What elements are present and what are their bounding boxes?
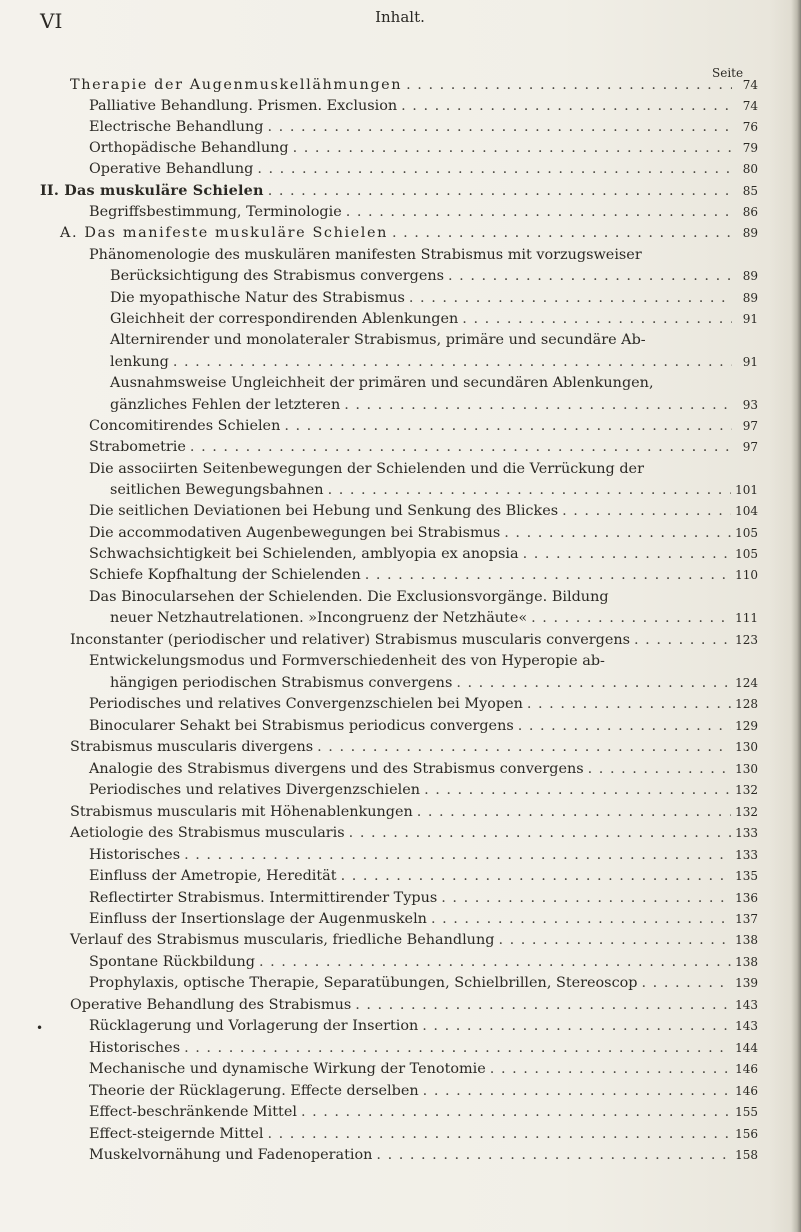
toc-entry xyxy=(89,246,642,264)
dot-leader xyxy=(267,1125,731,1143)
toc-entry xyxy=(89,760,758,778)
dot-leader xyxy=(257,160,732,178)
toc-entry-title: Analogie des Strabismus divergens und des Strabismus convergens xyxy=(89,761,584,777)
toc-entry xyxy=(89,524,758,542)
toc-entry-title: Einfluss der Ametropie, Heredität xyxy=(89,868,337,884)
toc-entry-title: neuer Netzhautrelationen. »Incongruenz der Netzhäute« xyxy=(110,610,528,626)
toc-entry-page: 101 xyxy=(735,483,758,497)
toc-entry-page: 89 xyxy=(742,226,758,240)
toc-entry-title: hängigen periodischen Strabismus convergens xyxy=(110,675,453,691)
toc-entry-title: Effect-steigernde Mittel xyxy=(89,1126,264,1142)
dot-leader xyxy=(422,1017,731,1035)
dot-leader xyxy=(184,1039,731,1057)
toc-entry-page: 146 xyxy=(735,1084,758,1098)
toc-entry-title: Inconstanter (periodischer und relativer) Strabismus muscularis convergens xyxy=(70,632,631,648)
toc-entry-page: 80 xyxy=(742,162,758,176)
toc-entry xyxy=(89,97,758,115)
toc-entry-page: 105 xyxy=(735,526,758,540)
toc-entry-title: Operative Behandlung xyxy=(89,161,254,177)
toc-entry xyxy=(89,139,758,157)
dot-leader xyxy=(344,396,732,414)
toc-entry xyxy=(110,374,654,392)
dot-leader xyxy=(562,502,731,520)
toc-entry xyxy=(110,481,758,499)
toc-entry-page: 97 xyxy=(742,419,758,433)
toc-entry xyxy=(89,1103,758,1121)
toc-entry xyxy=(89,417,758,435)
toc-entry xyxy=(110,609,758,627)
toc-entry-page: 105 xyxy=(735,547,758,561)
toc-entry-title: gänzliches Fehlen der letzteren xyxy=(110,397,341,413)
toc-entry xyxy=(89,867,758,885)
dot-leader xyxy=(523,545,732,563)
toc-entry xyxy=(89,203,758,221)
toc-entry-title: Das Binocularsehen der Schielenden. Die Exclusionsvorgänge. Bildung xyxy=(89,589,609,605)
toc-entry xyxy=(89,545,758,563)
toc-entry-page: 74 xyxy=(742,78,758,92)
toc-entry-title: Schiefe Kopfhaltung der Schielenden xyxy=(89,567,361,583)
toc-entry-page: 136 xyxy=(735,891,758,905)
toc-entry-title: Die seitlichen Deviationen bei Hebung und Senkung des Blickes xyxy=(89,503,559,519)
toc-entry xyxy=(89,652,605,670)
toc-entry-title: Phänomenologie des muskulären manifesten Strabismus mit vorzugsweiser xyxy=(89,247,642,263)
toc-entry xyxy=(70,738,758,756)
toc-entry-title: Entwickelungsmodus und Formverschiedenheit des von Hyperopie ab- xyxy=(89,653,605,669)
running-title: Inhalt. xyxy=(375,8,425,26)
toc-entry-title: Rücklagerung und Vorlagerung der Insertion xyxy=(89,1018,419,1034)
toc-entry-page: 146 xyxy=(735,1062,758,1076)
toc-entry-title: Theorie der Rücklagerung. Effecte derselben xyxy=(89,1083,419,1099)
toc-entry xyxy=(89,889,758,907)
dot-leader xyxy=(531,609,731,627)
toc-entry xyxy=(70,803,758,821)
toc-entry-title: Aetiologie des Strabismus muscularis xyxy=(70,825,345,841)
toc-entry-page: 135 xyxy=(735,869,758,883)
toc-entry-title: Historisches xyxy=(89,847,181,863)
dot-leader xyxy=(504,524,731,542)
dot-leader xyxy=(527,695,731,713)
dot-leader xyxy=(268,118,732,136)
toc-entry xyxy=(89,695,758,713)
dot-leader xyxy=(341,867,732,885)
toc-entry-page: 123 xyxy=(735,633,758,647)
dot-leader xyxy=(317,738,731,756)
toc-entry-page: 110 xyxy=(735,568,758,582)
toc-entry-page: 86 xyxy=(742,205,758,219)
toc-entry xyxy=(60,224,758,242)
dot-leader xyxy=(441,889,731,907)
toc-entry-page: 128 xyxy=(735,697,758,711)
toc-entry xyxy=(89,974,758,992)
toc-entry-page: 89 xyxy=(742,269,758,283)
toc-entry-page: 93 xyxy=(742,398,758,412)
toc-entry xyxy=(89,460,644,478)
toc-entry-page: 130 xyxy=(735,762,758,776)
toc-entry-title: Ausnahmsweise Ungleichheit der primären und secundären Ablenkungen, xyxy=(110,375,654,391)
dot-leader xyxy=(423,1082,731,1100)
toc-entry-title: Periodisches und relatives Convergenzschielen bei Myopen xyxy=(89,696,523,712)
dot-leader xyxy=(456,674,731,692)
dot-leader xyxy=(284,417,732,435)
margin-dot: • xyxy=(36,1021,44,1035)
dot-leader xyxy=(448,267,732,285)
toc-entry xyxy=(89,846,758,864)
toc-entry xyxy=(89,1060,758,1078)
toc-entry xyxy=(89,717,758,735)
toc-entry xyxy=(89,1146,758,1164)
toc-entry-title: Verlauf des Strabismus muscularis, friedliche Behandlung xyxy=(70,932,495,948)
toc-entry xyxy=(89,1125,758,1143)
toc-entry-page: 143 xyxy=(735,998,758,1012)
toc-entry-title: Binocularer Sehakt bei Strabismus periodicus convergens xyxy=(89,718,514,734)
toc-entry-page: 76 xyxy=(742,120,758,134)
toc-entry xyxy=(89,1082,758,1100)
dot-leader xyxy=(462,310,732,328)
toc-entry-title: seitlichen Bewegungsbahnen xyxy=(110,482,324,498)
toc-entry xyxy=(70,996,758,1014)
toc-entry-page: 144 xyxy=(735,1041,758,1055)
toc-entry-title: Muskelvornähung und Fadenoperation xyxy=(89,1147,373,1163)
dot-leader xyxy=(490,1060,731,1078)
toc-entry xyxy=(110,331,646,349)
toc-entry xyxy=(89,160,758,178)
toc-entry-page: 130 xyxy=(735,740,758,754)
dot-leader xyxy=(376,1146,731,1164)
toc-entry-title: Gleichheit der correspondirenden Ablenkungen xyxy=(110,311,459,327)
toc-entry xyxy=(89,953,758,971)
dot-leader xyxy=(184,846,731,864)
toc-entry xyxy=(89,588,609,606)
toc-entry-title: Begriffsbestimmung, Terminologie xyxy=(89,204,342,220)
toc-entry-title: Periodisches und relatives Divergenzschielen xyxy=(89,782,421,798)
toc-entry-page: 129 xyxy=(735,719,758,733)
dot-leader xyxy=(588,760,731,778)
toc-entry-title: Orthopädische Behandlung xyxy=(89,140,289,156)
dot-leader xyxy=(346,203,732,221)
toc-entry xyxy=(110,674,758,692)
toc-entry xyxy=(110,396,758,414)
toc-entry-title: II. Das muskuläre Schielen xyxy=(40,182,264,199)
toc-entry-page: 155 xyxy=(735,1105,758,1119)
toc-entry-page: 133 xyxy=(735,848,758,862)
dot-leader xyxy=(518,717,731,735)
toc-entry-title: Electrische Behandlung xyxy=(89,119,264,135)
toc-entry-title: Die associirten Seitenbewegungen der Schielenden und die Verrückung der xyxy=(89,461,644,477)
dot-leader xyxy=(293,139,732,157)
dot-leader xyxy=(355,996,731,1014)
toc-entry-title: Historisches xyxy=(89,1040,181,1056)
toc-entry-page: 138 xyxy=(735,955,758,969)
toc-entry-title: Effect-beschränkende Mittel xyxy=(89,1104,297,1120)
toc-entry xyxy=(110,267,758,285)
toc-entry-page: 91 xyxy=(742,355,758,369)
toc-entry xyxy=(70,631,758,649)
page-number: VI xyxy=(40,9,63,33)
toc-entry-page: 111 xyxy=(735,611,758,625)
dot-leader xyxy=(424,781,731,799)
toc-entry-page: 132 xyxy=(735,805,758,819)
toc-entry-title: Die myopathische Natur des Strabismus xyxy=(110,290,405,306)
toc-entry-title: Palliative Behandlung. Prismen. Exclusion xyxy=(89,98,398,114)
toc-entry-title: Einfluss der Insertionslage der Augenmuskeln xyxy=(89,911,427,927)
dot-leader xyxy=(642,974,732,992)
toc-entry xyxy=(110,289,758,307)
toc-entry-page: 97 xyxy=(742,440,758,454)
dot-leader xyxy=(431,910,731,928)
dot-leader xyxy=(349,824,731,842)
dot-leader xyxy=(406,76,732,94)
toc-entry-page: 104 xyxy=(735,504,758,518)
toc-entry-title: Reflectirter Strabismus. Intermittirender Typus xyxy=(89,890,438,906)
toc-entry-page: 124 xyxy=(735,676,758,690)
dot-leader xyxy=(365,566,731,584)
dot-leader xyxy=(634,631,731,649)
toc-entry-title: A. Das manifeste muskuläre Schielen xyxy=(60,225,388,241)
dot-leader xyxy=(401,97,732,115)
dot-leader xyxy=(301,1103,731,1121)
toc-entry-page: 158 xyxy=(735,1148,758,1162)
toc-entry-title: Strabismus muscularis divergens xyxy=(70,739,314,755)
toc-entry-title: Concomitirendes Schielen xyxy=(89,418,281,434)
dot-leader xyxy=(409,289,732,307)
toc-entry-page: 156 xyxy=(735,1127,758,1141)
toc-entry-page: 132 xyxy=(735,783,758,797)
toc-entry-title: Therapie der Augenmuskellähmungen xyxy=(70,77,403,93)
toc-entry-page: 143 xyxy=(735,1019,758,1033)
dot-leader xyxy=(268,182,732,200)
toc-entry-title: Die accommodativen Augenbewegungen bei Strabismus xyxy=(89,525,501,541)
toc-entry-page: 137 xyxy=(735,912,758,926)
toc-entry-title: Schwachsichtigkeit bei Schielenden, amblyopia ex anopsia xyxy=(89,546,519,562)
dot-leader xyxy=(392,224,732,242)
toc-entry xyxy=(40,182,758,200)
toc-entry-title: Spontane Rückbildung xyxy=(89,954,255,970)
toc-entry xyxy=(89,502,758,520)
toc-entry-title: lenkung xyxy=(110,354,169,370)
dot-leader xyxy=(190,438,732,456)
toc-entry-title: Strabismus muscularis mit Höhenablenkungen xyxy=(70,804,413,820)
toc-entry-title: Strabometrie xyxy=(89,439,186,455)
toc-entry-title: Mechanische und dynamische Wirkung der Tenotomie xyxy=(89,1061,486,1077)
toc-entry-page: 79 xyxy=(742,141,758,155)
toc-entry-page: 85 xyxy=(742,184,758,198)
toc-entry xyxy=(70,931,758,949)
toc-entry-page: 138 xyxy=(735,933,758,947)
toc-entry-title: Operative Behandlung des Strabismus xyxy=(70,997,352,1013)
toc-entry-title: Alternirender und monolateraler Strabismus, primäre und secundäre Ab- xyxy=(110,332,646,348)
toc-entry xyxy=(89,1039,758,1057)
toc-entry-title: Berücksichtigung des Strabismus convergens xyxy=(110,268,445,284)
toc-entry xyxy=(110,353,758,371)
toc-entry xyxy=(110,310,758,328)
dot-leader xyxy=(417,803,731,821)
toc-entry xyxy=(89,118,758,136)
toc-entry-title: Prophylaxis, optische Therapie, Separatübungen, Schielbrillen, Stereoscop xyxy=(89,975,638,991)
toc-entry xyxy=(89,1017,758,1035)
page-column-label: Seite xyxy=(712,66,744,80)
dot-leader xyxy=(173,353,732,371)
dot-leader xyxy=(259,953,731,971)
toc-entry-page: 74 xyxy=(742,99,758,113)
toc-entry-page: 89 xyxy=(742,291,758,305)
dot-leader xyxy=(498,931,731,949)
toc-entry xyxy=(70,824,758,842)
dot-leader xyxy=(328,481,732,499)
page-edge-shadow xyxy=(791,0,801,1232)
toc-entry xyxy=(89,781,758,799)
toc-entry-page: 91 xyxy=(742,312,758,326)
toc-entry-page: 139 xyxy=(735,976,758,990)
toc-entry xyxy=(89,566,758,584)
toc-entry xyxy=(89,910,758,928)
toc-entry-page: 133 xyxy=(735,826,758,840)
toc-entry xyxy=(89,438,758,456)
toc-entry xyxy=(70,76,758,94)
